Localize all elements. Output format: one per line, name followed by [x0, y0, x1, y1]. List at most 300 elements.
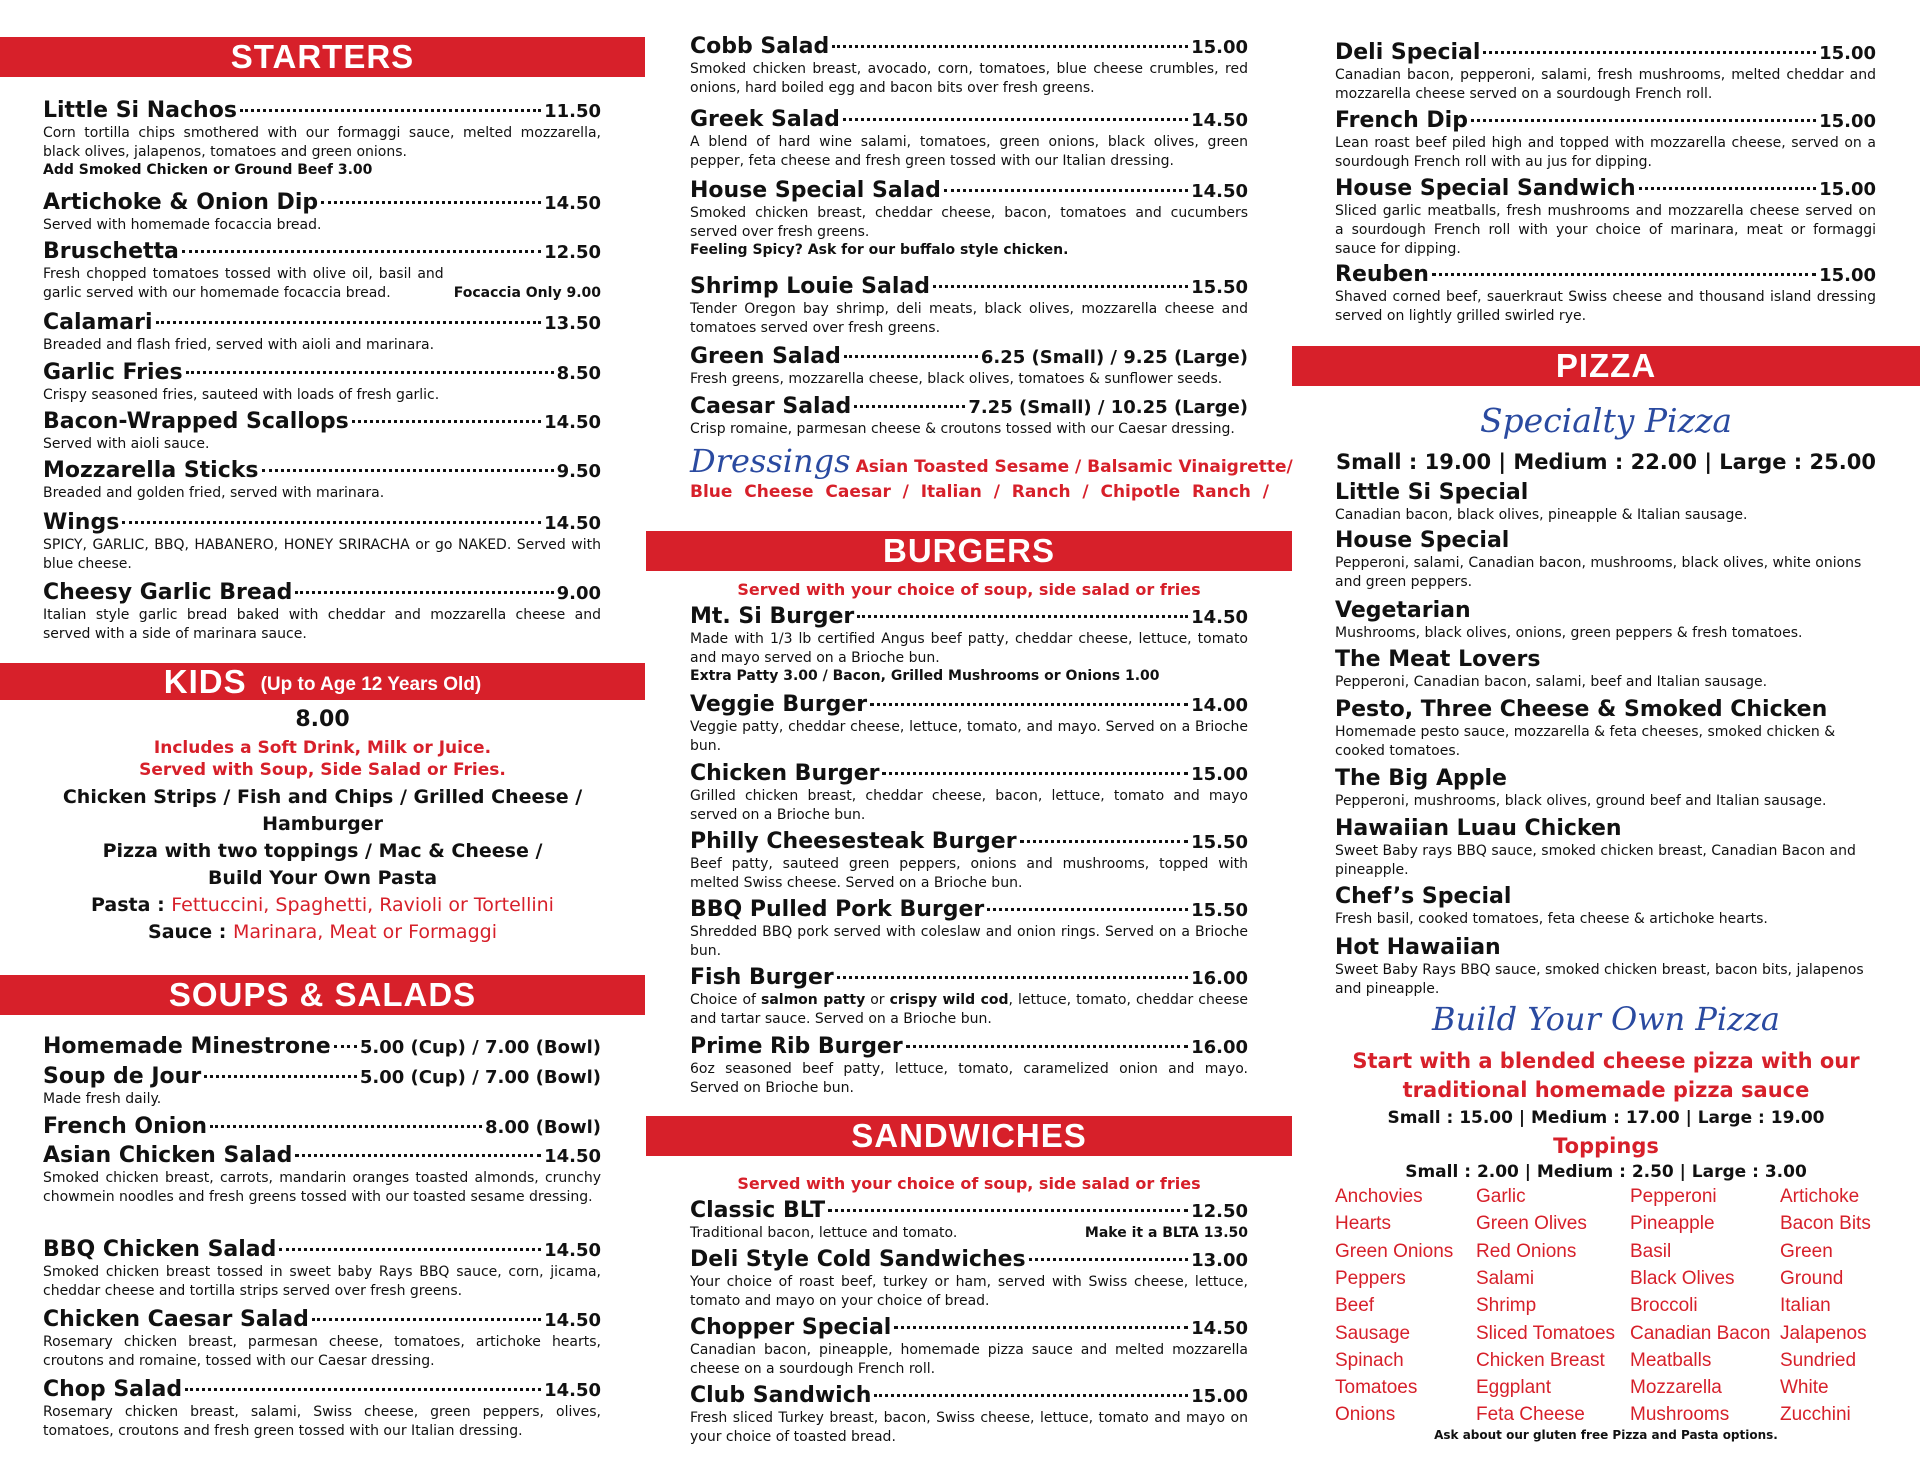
menu-item-name: BBQ Chicken Salad [43, 1237, 277, 1262]
menu-item-name: House Special Sandwich [1335, 176, 1636, 201]
topping-item: Spinach [1335, 1349, 1404, 1371]
dot-leader [894, 1326, 1188, 1329]
menu-item-description-row [690, 1224, 1248, 1243]
menu-item-name: Green Salad [690, 344, 841, 369]
menu-item-name: Veggie Burger [690, 692, 868, 717]
menu-item-name: Chicken Caesar Salad [43, 1307, 309, 1332]
menu-item-line [43, 510, 601, 535]
menu-item-name: Mt. Si Burger [690, 604, 855, 629]
menu-item [43, 310, 601, 355]
menu-item-description: Mushrooms, black olives, onions, green peppers & fresh tomatoes. [1335, 625, 1803, 641]
menu-item-name: Hot Hawaiian [1335, 935, 1501, 960]
menu-item [1335, 884, 1865, 929]
menu-item-name: Philly Cheesesteak Burger [690, 829, 1017, 854]
topping-item: Black Olives [1630, 1267, 1735, 1289]
toppings-sizes: Small : 2.00 | Medium : 2.50 | Large : 3.00 [1405, 1162, 1807, 1182]
gluten-free-note: Ask about our gluten free Pizza and Pasta options. [1434, 1428, 1778, 1442]
menu-item-price: 15.00 [1191, 764, 1248, 785]
menu-item [43, 1307, 601, 1371]
menu-item [1335, 697, 1865, 761]
menu-item-line [690, 274, 1248, 299]
topping-item: Mozzarella [1630, 1377, 1722, 1399]
menu-item-line [43, 190, 601, 215]
dot-leader [295, 1154, 541, 1157]
menu-item-price: 7.25 (Small) / 10.25 (Large) [968, 397, 1248, 418]
menu-item-name: Chopper Special [690, 1315, 892, 1340]
menu-item-line [43, 360, 601, 385]
menu-item [43, 1034, 601, 1059]
dot-leader [874, 1394, 1188, 1397]
menu-item-description: Sweet Baby Rays BBQ sauce, smoked chicken breast, bacon bits, jalapenos and pineapple. [1335, 962, 1864, 997]
menu-item-description: Crisp romaine, parmesan cheese & croutons tossed with our Caesar dressing. [690, 421, 1235, 437]
dot-leader [1483, 51, 1816, 54]
menu-item-description: Beef patty, sauteed green peppers, onions and mushrooms, topped with melted Swiss cheese. Served on a Brioche bun. [690, 856, 1248, 891]
dot-leader [854, 405, 965, 408]
menu-item-line [1335, 108, 1876, 133]
menu-item-name: Chop Salad [43, 1377, 183, 1402]
dot-leader [1639, 187, 1816, 190]
menu-item [690, 34, 1248, 98]
menu-item-description [690, 991, 1248, 1029]
menu-item [43, 1143, 601, 1207]
kids-sauce-label: Sauce : [148, 921, 234, 943]
menu-item-price: 5.00 (Cup) / 7.00 (Bowl) [359, 1067, 601, 1088]
topping-item: Broccoli [1630, 1295, 1698, 1317]
pizza-banner [1292, 346, 1920, 386]
menu-item-price: 9.00 [556, 583, 601, 604]
dot-leader [312, 1318, 541, 1321]
menu-item-note: Feeling Spicy? Ask for our buffalo style chicken. [690, 242, 1069, 258]
dot-leader [944, 189, 1188, 192]
menu-item-description: Pepperoni, mushrooms, black olives, ground beef and Italian sausage. [1335, 793, 1827, 809]
menu-item [1335, 108, 1876, 172]
topping-item: Artichoke [1780, 1186, 1860, 1207]
menu-item-line [43, 1237, 601, 1262]
soups-title: SOUPS & SALADS [168, 976, 477, 1013]
menu-item-name: Vegetarian [1335, 598, 1471, 623]
menu-item-note: Extra Patty 3.00 / Bacon, Grilled Mushrooms or Onions 1.00 [690, 668, 1160, 684]
menu-item [690, 1198, 1248, 1243]
menu-item-name: Shrimp Louie Salad [690, 274, 930, 299]
menu-item-description: Sliced garlic meatballs, fresh mushrooms and mozzarella cheese served on a sourdough French roll with your choice of marinara, meat or formaggi sauce for dipping. [1335, 203, 1876, 257]
menu-item-name: Chicken Burger [690, 761, 880, 786]
menu-item-name: Caesar Salad [690, 394, 852, 419]
menu-item-description: Your choice of roast beef, turkey or ham, served with Swiss cheese, lettuce, tomato and mayo on your choice of bread. [690, 1274, 1248, 1309]
menu-item-name: House Special [1335, 528, 1510, 553]
menu-item-line [43, 1377, 601, 1402]
menu-item-line [690, 107, 1248, 132]
menu-item-description: Shaved corned beef, sauerkraut Swiss cheese and thousand island dressing served on lightly grilled swirled rye. [1335, 289, 1876, 324]
dot-leader [1471, 119, 1816, 122]
dot-leader [1432, 273, 1816, 276]
menu-item-line [43, 1307, 601, 1332]
menu-item-price: 12.50 [544, 242, 601, 263]
menu-item-description: Veggie patty, cheddar cheese, lettuce, tomato, and mayo. Served on a Brioche bun. [690, 719, 1248, 754]
menu-item-line [690, 1034, 1248, 1059]
topping-item: Basil [1630, 1240, 1672, 1262]
menu-item-description: Pepperoni, salami, Canadian bacon, mushrooms, black olives, white onions and green peppers. [1335, 555, 1862, 590]
dot-leader [844, 355, 978, 358]
menu-item-line [690, 1383, 1248, 1408]
menu-item-name: Cheesy Garlic Bread [43, 580, 293, 605]
menu-item-name: Hawaiian Luau Chicken [1335, 816, 1622, 841]
kids-banner [0, 663, 645, 700]
burgers-served-with: Served with your choice of soup, side salad or fries [737, 580, 1201, 599]
menu-item-line [43, 310, 601, 335]
menu-item-price: 15.50 [1191, 832, 1248, 853]
build-your-own-sizes: Small : 15.00 | Medium : 17.00 | Large : 19.00 [1387, 1108, 1825, 1128]
starters-banner [0, 37, 645, 77]
menu-item-line [690, 394, 1248, 419]
soups-banner [0, 975, 645, 1015]
dressings-block [690, 442, 1293, 502]
menu-item-line [690, 178, 1248, 203]
menu-item-description: Homemade pesto sauce, mozzarella & feta cheeses, smoked chicken & cooked tomatoes. [1335, 724, 1836, 759]
menu-item-extra: Make it a BLTA 13.50 [1084, 1225, 1248, 1241]
menu-item-name: Club Sandwich [690, 1383, 872, 1408]
topping-item: Shrimp [1476, 1295, 1537, 1317]
topping-item: Eggplant [1476, 1377, 1552, 1399]
menu-item-extra: Focaccia Only 9.00 [453, 285, 601, 301]
dressings-title: Dressings [690, 442, 851, 480]
menu-item-line [43, 458, 601, 483]
menu-item [690, 965, 1248, 1029]
menu-item-name: French Onion [43, 1114, 208, 1139]
menu-item-price: 13.00 [1191, 1250, 1248, 1271]
menu-item-description: SPICY, GARLIC, BBQ, HABANERO, HONEY SRIRACHA or go NAKED. Served with blue cheese. [43, 537, 601, 572]
topping-item: Pepperoni [1630, 1186, 1717, 1207]
menu-item-line [1335, 176, 1876, 201]
dot-leader [185, 1388, 541, 1391]
dressings-line-2: Blue Cheese Caesar / Italian / Ranch / Chipotle Ranch / [690, 482, 1269, 502]
menu-item [43, 1377, 601, 1441]
menu-item [690, 761, 1248, 825]
dot-leader [906, 1045, 1188, 1048]
menu-item-line [690, 965, 1248, 990]
dot-leader [1020, 840, 1189, 843]
menu-item [1335, 935, 1865, 999]
menu-item-name: Mozzarella Sticks [43, 458, 259, 483]
menu-item [43, 510, 601, 574]
menu-item-line [43, 98, 601, 123]
menu-item-description: Rosemary chicken breast, parmesan cheese, tomatoes, artichoke hearts, croutons and romaine, tossed with our Caesar dressing. [43, 1334, 601, 1369]
topping-item: Chicken Breast [1476, 1349, 1605, 1371]
pizza-title: PIZZA [1555, 347, 1657, 384]
menu-item-line [43, 409, 601, 434]
menu-item-name: Pesto, Three Cheese & Smoked Chicken [1335, 697, 1828, 722]
menu-item-line [690, 761, 1248, 786]
menu-item [690, 394, 1248, 439]
kids-pasta-line [0, 892, 645, 919]
menu-item-price: 15.00 [1191, 1386, 1248, 1407]
dot-leader [279, 1248, 541, 1251]
topping-item: Green Onions [1335, 1240, 1454, 1262]
menu-item-note: Add Smoked Chicken or Ground Beef 3.00 [43, 162, 373, 178]
sandwiches-served-with: Served with your choice of soup, side salad or fries [737, 1174, 1201, 1193]
menu-item-name: Little Si Special [1335, 480, 1529, 505]
menu-item-price: 12.50 [1191, 1201, 1248, 1222]
menu-item-name: Chef’s Special [1335, 884, 1512, 909]
kids-subtitle: (Up to Age 12 Years Old) [260, 674, 482, 695]
menu-item-name: BBQ Pulled Pork Burger [690, 897, 985, 922]
menu-item-name: Fish Burger [690, 965, 834, 990]
menu-item-name: Greek Salad [690, 107, 840, 132]
topping-item: Anchovies [1335, 1186, 1423, 1207]
topping-item: Garlic [1476, 1186, 1526, 1207]
menu-item [690, 829, 1248, 893]
kids-pasta-label: Pasta : [91, 894, 172, 916]
menu-item-description: Made with 1/3 lb certified Angus beef patty, cheddar cheese, lettuce, tomato and mayo served on a Brioche bun. [690, 631, 1248, 666]
menu-item-description: Shredded BBQ pork served with coleslaw and onion rings. Served on a Brioche bun. [690, 924, 1248, 959]
menu-item-line [690, 829, 1248, 854]
menu-item-price: 15.00 [1819, 111, 1876, 132]
kids-options-4: Build Your Own Pasta [207, 867, 438, 889]
menu-item [690, 107, 1248, 171]
dot-leader [122, 521, 541, 524]
description-part: Choice of [690, 992, 761, 1008]
menu-item-description: Traditional bacon, lettuce and tomato. [690, 1225, 958, 1241]
menu-item [690, 692, 1248, 756]
menu-item-price: 14.50 [544, 1310, 601, 1331]
dot-leader [210, 1125, 482, 1128]
dot-leader [857, 615, 1188, 618]
menu-item-price: 14.50 [1191, 181, 1248, 202]
dot-leader [933, 285, 1188, 288]
menu-item [690, 178, 1248, 258]
menu-item [690, 344, 1248, 389]
menu-item [690, 897, 1248, 961]
menu-item [1335, 647, 1865, 692]
dot-leader [843, 118, 1188, 121]
menu-item [1335, 40, 1876, 104]
menu-item-name: French Dip [1335, 108, 1468, 133]
topping-item: White [1780, 1377, 1829, 1399]
description-part: crispy wild cod [889, 992, 1009, 1008]
menu-item-line [690, 1315, 1248, 1340]
specialty-pizza-sizes: Small : 19.00 | Medium : 22.00 | Large : 25.00 [1336, 450, 1876, 474]
menu-item-name: The Meat Lovers [1335, 647, 1541, 672]
menu-item-name: Reuben [1335, 262, 1429, 287]
menu-item [1335, 598, 1865, 643]
menu-item-price: 16.00 [1191, 968, 1248, 989]
menu-item [1335, 262, 1876, 326]
kids-sauce-line [0, 919, 645, 946]
dot-leader [186, 371, 554, 374]
dot-leader [832, 45, 1188, 48]
topping-item: Bacon Bits [1780, 1213, 1871, 1235]
topping-item: Onions [1335, 1404, 1396, 1426]
menu-item-line [690, 604, 1248, 629]
menu-item-name: Bacon-Wrapped Scallops [43, 409, 349, 434]
menu-item-price: 13.50 [544, 313, 601, 334]
dot-leader [882, 772, 1188, 775]
topping-item: Ground [1780, 1267, 1844, 1289]
menu-item-name: The Big Apple [1335, 766, 1507, 791]
menu-item-price: 15.50 [1191, 900, 1248, 921]
menu-item-description: Tender Oregon bay shrimp, deli meats, black olives, mozzarella cheese and tomatoes served over fresh greens. [690, 301, 1248, 336]
dot-leader [295, 591, 553, 594]
menu-item [690, 1034, 1248, 1098]
menu-item-name: Artichoke & Onion Dip [43, 190, 319, 215]
menu-item-line [43, 239, 601, 264]
menu-item-name: Homemade Minestrone [43, 1034, 331, 1059]
menu-item [1335, 528, 1865, 592]
menu-item-price: 6.25 (Small) / 9.25 (Large) [980, 347, 1248, 368]
topping-item: Salami [1476, 1267, 1535, 1289]
menu-item-description: Made fresh daily. [43, 1091, 162, 1107]
dot-leader [837, 976, 1188, 979]
dot-leader [870, 703, 1188, 706]
kids-pasta-value: Fettuccini, Spaghetti, Ravioli or Tortellini [171, 894, 554, 916]
menu-item-line [690, 692, 1248, 717]
topping-item: Red Onions [1476, 1240, 1577, 1262]
menu-item [690, 1383, 1248, 1447]
kids-options-2: Hamburger [262, 813, 383, 835]
burgers-title: BURGERS [882, 532, 1056, 569]
menu-item-name: Classic BLT [690, 1198, 826, 1223]
menu-item-description: Fresh sliced Turkey breast, bacon, Swiss cheese, lettuce, tomato and mayo on your choice of toasted bread. [690, 1410, 1248, 1445]
menu-item [43, 190, 601, 235]
menu-item-description: Smoked chicken breast, avocado, corn, tomatoes, blue cheese crumbles, red onions, hard boiled egg and bacon bits over fresh greens. [690, 61, 1248, 96]
menu-item-description: Smoked chicken breast, cheddar cheese, bacon, tomatoes and cucumbers served over fresh greens. [690, 205, 1248, 240]
menu-item-name: House Special Salad [690, 178, 941, 203]
menu-item-description: Sweet Baby rays BBQ sauce, smoked chicken breast, Canadian Bacon and pineapple. [1335, 843, 1856, 878]
menu-item-line [690, 344, 1248, 369]
menu-item-description: Grilled chicken breast, cheddar cheese, bacon, lettuce, tomato and mayo served on a Brioche bun. [690, 788, 1248, 823]
menu-item-price: 14.50 [544, 412, 601, 433]
topping-item: Feta Cheese [1476, 1404, 1585, 1426]
kids-includes-drink: Includes a Soft Drink, Milk or Juice. [153, 738, 492, 758]
topping-item: Hearts [1335, 1213, 1391, 1235]
dressings-line-1: Asian Toasted Sesame / Balsamic Vinaigrette/ [855, 457, 1293, 477]
menu-item-line [43, 580, 601, 605]
build-your-own-title: Build Your Own Pizza [1432, 1000, 1780, 1038]
menu-item-name: Deli Special [1335, 40, 1481, 65]
menu-item-description: A blend of hard wine salami, tomatoes, green onions, black olives, green pepper, feta cheese and fresh green tossed with our Italian dressing. [690, 134, 1248, 169]
topping-item: Mushrooms [1630, 1404, 1730, 1426]
menu-item-price: 14.50 [544, 193, 601, 214]
menu-item [43, 1237, 601, 1301]
menu-item-description: Fresh basil, cooked tomatoes, feta cheese & artichoke hearts. [1335, 911, 1768, 927]
dot-leader [828, 1209, 1188, 1212]
topping-item: Beef [1335, 1295, 1375, 1317]
topping-item: Italian [1780, 1295, 1831, 1317]
menu-item-price: 14.50 [1191, 607, 1248, 628]
menu-item-description: Canadian bacon, pepperoni, salami, fresh mushrooms, melted cheddar and mozzarella cheese served on a sourdough French roll. [1335, 67, 1876, 102]
specialty-pizza-title: Specialty Pizza [1479, 401, 1733, 440]
menu-item-name: Asian Chicken Salad [43, 1143, 293, 1168]
menu-item-description-row [43, 265, 601, 303]
topping-item: Green Olives [1476, 1213, 1587, 1235]
kids-options-1: Chicken Strips / Fish and Chips / Grilled Cheese / [62, 786, 583, 808]
topping-item: Jalapenos [1780, 1322, 1867, 1344]
dot-leader [334, 1045, 357, 1048]
menu-item-price: 14.00 [1191, 695, 1248, 716]
menu-item-description: Served with aioli sauce. [43, 436, 210, 452]
menu-item-description: Italian style garlic bread baked with cheddar and mozzarella cheese and served with a side of marinara sauce. [43, 607, 601, 642]
dot-leader [352, 420, 541, 423]
menu-item [43, 239, 601, 303]
sandwiches-title: SANDWICHES [851, 1117, 1087, 1154]
menu-item-name: Little Si Nachos [43, 98, 237, 123]
dot-leader [1029, 1258, 1188, 1261]
menu-item [690, 604, 1248, 684]
menu-item-line [1335, 40, 1876, 65]
menu-item-name: Prime Rib Burger [690, 1034, 903, 1059]
kids-options-3: Pizza with two toppings / Mac & Cheese / [102, 840, 543, 862]
menu-item [43, 458, 601, 503]
menu-item-description: Smoked chicken breast, carrots, mandarin oranges toasted almonds, crunchy chowmein noodles and fresh greens tossed with our toasted sesame dressing. [43, 1170, 601, 1205]
menu-item-line [690, 1198, 1248, 1223]
menu-item-price: 8.00 (Bowl) [484, 1117, 601, 1138]
menu-item [1335, 816, 1865, 880]
menu-item-price: 9.50 [556, 461, 601, 482]
menu-item-description: Breaded and flash fried, served with aioli and marinara. [43, 337, 435, 353]
menu-item [1335, 766, 1865, 811]
kids-price: 8.00 [295, 707, 350, 732]
menu-item-price: 14.50 [544, 1380, 601, 1401]
menu-item-price: 15.00 [1191, 37, 1248, 58]
menu-item-description: Canadian bacon, black olives, pineapple & Italian sausage. [1335, 507, 1748, 523]
menu-item-description: Fresh greens, mozzarella cheese, black olives, tomatoes & sunflower seeds. [690, 371, 1223, 387]
topping-item: Green [1780, 1240, 1833, 1262]
menu-item [43, 409, 601, 454]
menu-item-name: Cobb Salad [690, 34, 830, 59]
menu-item [43, 1064, 601, 1109]
description-part: or [865, 992, 890, 1008]
menu-item-name: Bruschetta [43, 239, 179, 264]
dot-leader [182, 250, 541, 253]
menu-item-price: 14.50 [544, 1146, 601, 1167]
menu-item-description: Pepperoni, Canadian bacon, salami, beef and Italian sausage. [1335, 674, 1768, 690]
topping-item: Peppers [1335, 1267, 1406, 1289]
menu-item-price: 11.50 [544, 101, 601, 122]
menu-item-price: 15.50 [1191, 277, 1248, 298]
menu-item-line [690, 1247, 1248, 1272]
menu-item-name: Soup de Jour [43, 1064, 202, 1089]
description-part: , lettuce, tomato, cheddar cheese and tartar sauce. Served on a Brioche bun. [690, 992, 1249, 1027]
menu-item-price: 14.50 [1191, 1318, 1248, 1339]
topping-item: Zucchini [1780, 1404, 1851, 1426]
topping-item: Sliced Tomatoes [1476, 1322, 1616, 1344]
sandwiches-banner [646, 1116, 1292, 1156]
menu-item-line [43, 1114, 601, 1139]
menu-item [1335, 176, 1876, 259]
menu-item-line [1335, 262, 1876, 287]
menu-item-description: Crispy seasoned fries, sauteed with loads of fresh garlic. [43, 387, 440, 403]
menu-item [43, 1114, 601, 1139]
menu-item-price: 15.00 [1819, 43, 1876, 64]
dot-leader [262, 469, 554, 472]
menu-item-name: Calamari [43, 310, 153, 335]
kids-section [0, 707, 645, 946]
menu-item-price: 8.50 [556, 363, 601, 384]
menu-item-name: Wings [43, 510, 120, 535]
menu-item-price: 14.50 [544, 513, 601, 534]
menu-item-line [43, 1034, 601, 1059]
menu-item-description: Smoked chicken breast tossed in sweet baby Rays BBQ sauce, corn, jicama, cheddar cheese and tortilla strips served over fresh greens. [43, 1264, 601, 1299]
build-your-own-line-2: traditional homemade pizza sauce [1402, 1078, 1810, 1102]
toppings-title: Toppings [1553, 1134, 1659, 1158]
menu-item-line [43, 1064, 601, 1089]
description-part: salmon patty [761, 992, 866, 1008]
topping-item: Canadian Bacon [1630, 1322, 1771, 1344]
menu-item-description: Canadian bacon, pineapple, homemade pizza sauce and melted mozzarella cheese on a sourdough French roll. [690, 1342, 1248, 1377]
menu-item [43, 98, 601, 178]
menu-item-line [690, 34, 1248, 59]
menu-item-description: Lean roast beef piled high and topped with mozzarella cheese, served on a sourdough French roll with au jus for dipping. [1335, 135, 1876, 170]
build-your-own-line-1: Start with a blended cheese pizza with our [1352, 1049, 1860, 1073]
